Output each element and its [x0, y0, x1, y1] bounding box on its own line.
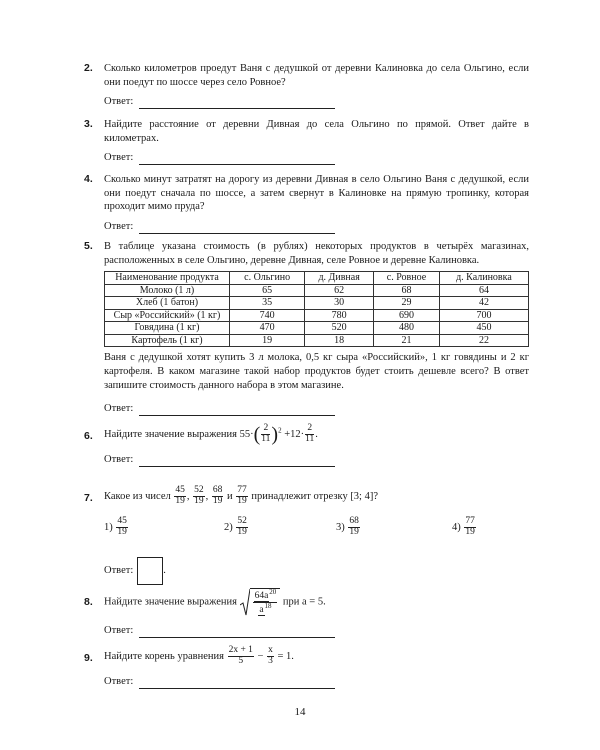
table-header-cell: с. Ольгино [230, 272, 305, 285]
task-text-line: Найдите значение выражения 55·( $\frac{2}{11}$ )$^2$ +12· $\frac{2}{11}$ . [104, 423, 318, 446]
answer-label: Ответ: [104, 453, 134, 465]
table-cell: 42 [439, 297, 528, 310]
table-cell: Хлеб (1 батон) [105, 297, 230, 310]
option-4[interactable]: 4) $\frac{77}{19}$ [452, 515, 475, 537]
table-cell: 780 [305, 309, 374, 322]
task-7 [84, 486, 529, 585]
table-cell: 30 [305, 297, 374, 310]
square-root: $\frac{64a^{20}}{a^{18}}$ [240, 588, 281, 616]
plus-term: +12 [284, 428, 301, 440]
answer-row [104, 220, 529, 234]
exponent: 2 [278, 426, 282, 435]
option-3[interactable]: 3) $\frac{68}{19}$ [336, 515, 359, 537]
task-number: 8. [84, 596, 93, 608]
answer-field[interactable] [139, 222, 335, 234]
table-cell: 21 [374, 334, 440, 347]
task-text: принадлежит отрезку [3; 4]? [251, 490, 379, 502]
task-text: Найдите значение выражения [104, 428, 237, 440]
answer-box[interactable] [137, 557, 163, 585]
table-row [105, 284, 529, 297]
answer-field[interactable] [139, 404, 335, 416]
task-text: В таблице указана стоимость (в рублях) некоторых продуктов в четырёх магазинах, расположенных в селе Ольгино, деревне Дивная, селе Ровное и деревне Калиновка. [104, 241, 529, 266]
task-6 [84, 424, 529, 467]
table-cell: Говядина (1 кг) [105, 322, 230, 335]
task-4 [84, 173, 529, 234]
answer-row [104, 624, 529, 638]
task-3 [84, 118, 529, 165]
fraction: $\frac{45}{19}$ [175, 485, 185, 506]
task-number: 9. [84, 652, 93, 664]
table-row [105, 334, 529, 347]
answer-field[interactable] [139, 153, 335, 165]
answer-field[interactable] [139, 626, 335, 638]
task-text-continued: Ваня с дедушкой хотят купить 3 л молока, 0,5 кг сыра «Российский», 1 кг говядины и 2 кг картофеля. В каком магазине такой набор продуктов будет стоить дешевле всего? В ответ запишите стоимость данного набора в этом магазине. [104, 352, 529, 391]
task-text-line: Найдите корень уравнения $\frac{2x + 1}{5}$ − $\frac{x}{3}$ = 1. [104, 645, 294, 666]
answer-row [104, 675, 529, 689]
table-cell: 450 [439, 322, 528, 335]
answer-field[interactable] [139, 455, 335, 467]
table-row [105, 297, 529, 310]
table-cell: 68 [374, 284, 440, 297]
table-cell: 35 [230, 297, 305, 310]
fraction: $\frac{52}{19}$ [194, 485, 204, 506]
answer-label: Ответ: [104, 565, 134, 577]
answer-field[interactable] [139, 677, 335, 689]
table-cell: Молоко (1 л) [105, 284, 230, 297]
task-text: Найдите расстояние от деревни Дивная до села Ольгино по прямой. Ответ дайте в километрах. [104, 119, 529, 144]
fraction: $\frac{x}{3}$ [268, 645, 273, 666]
task-text: Найдите значение выражения [104, 596, 237, 608]
condition-text: при a = 5. [282, 596, 326, 608]
table-cell: 18 [305, 334, 374, 347]
table-header-row [105, 272, 529, 285]
table-cell: 64 [439, 284, 528, 297]
task-number: 5. [84, 240, 93, 252]
task-number: 3. [84, 118, 93, 130]
task-8 [84, 588, 529, 638]
table-cell: 480 [374, 322, 440, 335]
task-text-line: Какое из чисел $\frac{45}{19}$ , $\frac{52}{19}$ , $\frac{68}{19}$ и $\frac{77}{19}$ принадлежит отрезку [3; 4]? [104, 485, 379, 506]
option-2[interactable]: 2) $\frac{52}{19}$ [224, 515, 247, 537]
task-text-line [104, 588, 529, 616]
table-header-cell: д. Калиновка [439, 272, 528, 285]
answer-row: Ответ: . [104, 557, 529, 585]
answer-label: Ответ: [104, 96, 134, 108]
answer-label: Ответ: [104, 152, 134, 164]
task-text: Какое из чисел [104, 490, 171, 502]
table-cell: 740 [230, 309, 305, 322]
task-number: 6. [84, 430, 93, 442]
table-cell: 65 [230, 284, 305, 297]
answer-row [104, 402, 529, 416]
table-cell: 690 [374, 309, 440, 322]
coefficient: 55 [239, 428, 251, 440]
option-1[interactable]: 1) $\frac{45}{19}$ [104, 515, 127, 537]
table-cell: 520 [305, 322, 374, 335]
table-cell: 29 [374, 297, 440, 310]
left-paren: ( [253, 423, 261, 446]
table-cell: 22 [439, 334, 528, 347]
task-text: Сколько километров проедут Ваня с дедушкой от деревни Калиновка до села Ольгино, если они поедут по шоссе через село Ровное? [104, 63, 529, 88]
table-row [105, 309, 529, 322]
answer-field[interactable] [139, 97, 335, 109]
answer-row [104, 453, 529, 467]
task-number: 2. [84, 62, 93, 74]
radical-sign-icon [240, 588, 250, 616]
answer-label: Ответ: [104, 403, 134, 415]
fraction: $\frac{77}{19}$ [237, 485, 247, 506]
task-number: 7. [84, 492, 93, 504]
price-table [104, 271, 529, 347]
task-5 [84, 240, 529, 416]
table-cell: 470 [230, 322, 305, 335]
answer-row [104, 95, 529, 109]
fraction: $\frac{68}{19}$ [212, 485, 223, 506]
table-cell: 19 [230, 334, 305, 347]
answer-options [104, 517, 529, 543]
table-cell: Сыр «Российский» (1 кг) [105, 309, 230, 322]
table-cell: 62 [305, 284, 374, 297]
table-header-cell: Наименование продукта [105, 272, 230, 285]
fraction: $\frac{2}{11}$ [261, 423, 271, 444]
table-header-cell: с. Ровное [374, 272, 440, 285]
task-2 [84, 62, 529, 109]
table-header-cell: д. Дивная [305, 272, 374, 285]
right-paren: ) [271, 423, 279, 446]
page-number: 14 [294, 706, 306, 718]
task-text: Сколько минут затратят на дорогу из деревни Дивная в село Ольгино Ваня с дедушкой, если они поедут сначала по шоссе, а затем свернут в Калиновке на прямую тропинку, которая проходит мимо пруда? [104, 174, 529, 213]
task-text: Найдите корень уравнения [104, 650, 224, 662]
answer-row [104, 151, 529, 165]
table-cell: Картофель (1 кг) [105, 334, 230, 347]
fraction: $\frac{2}{11}$ [305, 423, 315, 444]
fraction: $\frac{2x + 1}{5}$ [228, 645, 253, 666]
table-cell: 700 [439, 309, 528, 322]
answer-label: Ответ: [104, 625, 134, 637]
task-number: 4. [84, 173, 93, 185]
answer-label: Ответ: [104, 220, 134, 232]
task-9 [84, 646, 529, 689]
table-row [105, 322, 529, 335]
answer-label: Ответ: [104, 675, 134, 687]
